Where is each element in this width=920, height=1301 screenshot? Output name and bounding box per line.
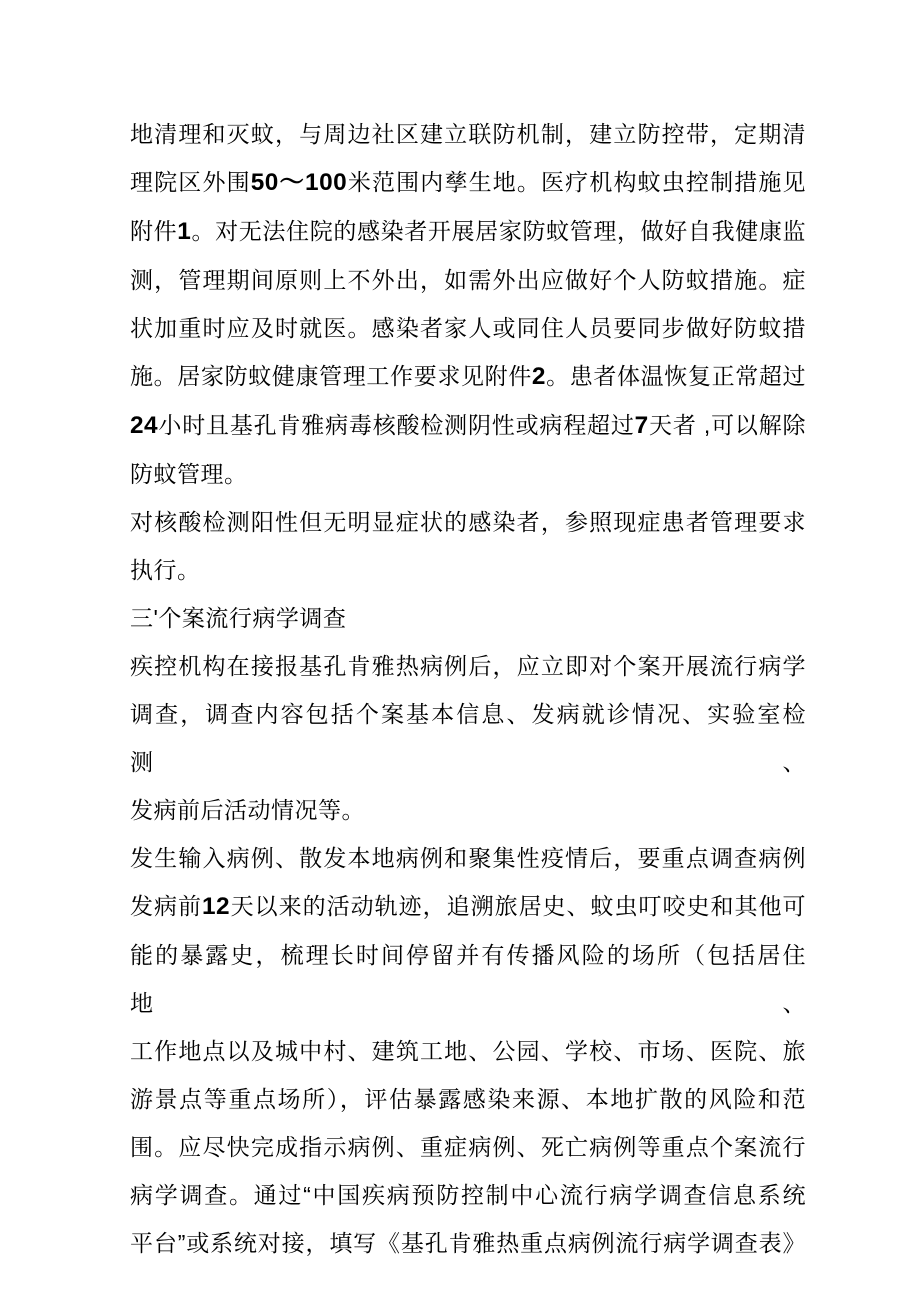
text-line bbox=[130, 401, 806, 450]
text-line bbox=[130, 931, 806, 1027]
text-run: 天以来的活动轨迹，追溯旅居史、蚊虫叮咬史和其他可 bbox=[230, 893, 807, 919]
text-line bbox=[130, 352, 806, 401]
text-run: 附件 bbox=[130, 218, 178, 244]
text-line bbox=[130, 1075, 806, 1123]
text-run: 发生输入病例、散发本地病例和聚集性疫情后，要重点调查病例 bbox=[130, 845, 806, 871]
bold-text-run: 7 bbox=[634, 412, 649, 439]
text-line bbox=[130, 786, 806, 834]
text-run: 对核酸检测阳性但无明显症状的感染者，参照现症患者管理要求 bbox=[130, 509, 806, 535]
text-line bbox=[130, 1123, 806, 1171]
text-run: 米范围内孳生地。医疗机构蚊虫控制措施见 bbox=[347, 169, 807, 195]
text-run: 施。居家防蚊健康管理工作要求见附件 bbox=[130, 363, 532, 389]
text-line bbox=[130, 642, 806, 690]
text-line bbox=[130, 1027, 806, 1075]
text-run: 游景点等重点场所），评估暴露感染来源、本地扩散的风险和范 bbox=[130, 1086, 806, 1112]
text-line bbox=[130, 594, 806, 642]
text-line bbox=[130, 1219, 806, 1267]
text-run: 。对无法住院的感染者开展居家防蚊管理，做好自我健康监 bbox=[191, 218, 806, 244]
text-run: 疾控机构在接报基孔肯雅热病例后，应立即对个案开展流行病学 bbox=[130, 653, 806, 679]
text-content bbox=[130, 110, 806, 1267]
text-run: 理院区外围 bbox=[130, 169, 251, 195]
text-line bbox=[130, 207, 806, 256]
text-line bbox=[130, 882, 806, 931]
text-run: 调查，调查内容包括个案基本信息、发病就诊情况、实验室检测、 bbox=[130, 701, 806, 775]
text-line bbox=[130, 690, 806, 786]
text-line bbox=[130, 1171, 806, 1219]
bold-text-run: 12 bbox=[202, 893, 231, 920]
bold-text-run: 2 bbox=[531, 363, 546, 390]
text-line bbox=[130, 546, 806, 594]
text-run: 。患者体温恢复正常超过 bbox=[545, 363, 806, 389]
text-line bbox=[130, 834, 806, 882]
text-run: 天者 ,可以解除 bbox=[648, 412, 807, 438]
text-run: 状加重时应及时就医。感染者家人或同住人员要同步做好防蚊措 bbox=[130, 315, 806, 341]
text-line bbox=[130, 498, 806, 546]
bold-text-run: 50〜100 bbox=[250, 169, 348, 196]
text-run: 执行。 bbox=[130, 557, 201, 583]
text-run: 发病前 bbox=[130, 893, 202, 919]
text-run: 围。应尽快完成指示病例、重症病例、死亡病例等重点个案流行 bbox=[130, 1134, 806, 1160]
text-run: 能的暴露史，梳理长时间停留并有传播风险的场所（包括居住地、 bbox=[130, 942, 806, 1016]
text-run: 平台”或系统对接，填写《基孔肯雅热重点病例流行病学调查表》 bbox=[130, 1230, 806, 1256]
text-line bbox=[130, 110, 806, 158]
text-run: 发病前后活动情况等。 bbox=[130, 797, 365, 823]
text-run: 三'个案流行病学调查 bbox=[130, 605, 347, 631]
bold-text-run: 24 bbox=[130, 412, 159, 439]
text-run: 小时且基孔肯雅病毒核酸检测阴性或病程超过 bbox=[158, 412, 635, 438]
text-run: 地清理和灭蚊，与周边社区建立联防机制，建立防控带，定期清 bbox=[130, 121, 806, 147]
text-line bbox=[130, 450, 806, 498]
text-run: 防蚊管理。 bbox=[130, 461, 248, 487]
text-run: 工作地点以及城中村、建筑工地、公园、学校、市场、医院、旅 bbox=[130, 1038, 806, 1064]
text-line bbox=[130, 256, 806, 304]
text-line bbox=[130, 304, 806, 352]
text-line bbox=[130, 158, 806, 207]
bold-text-run: 1 bbox=[177, 218, 192, 245]
text-run: 病学调查。通过“中国疾病预防控制中心流行病学调查信息系统 bbox=[130, 1182, 806, 1208]
text-run: 测，管理期间原则上不外出，如需外出应做好个人防蚊措施。症 bbox=[130, 267, 806, 293]
